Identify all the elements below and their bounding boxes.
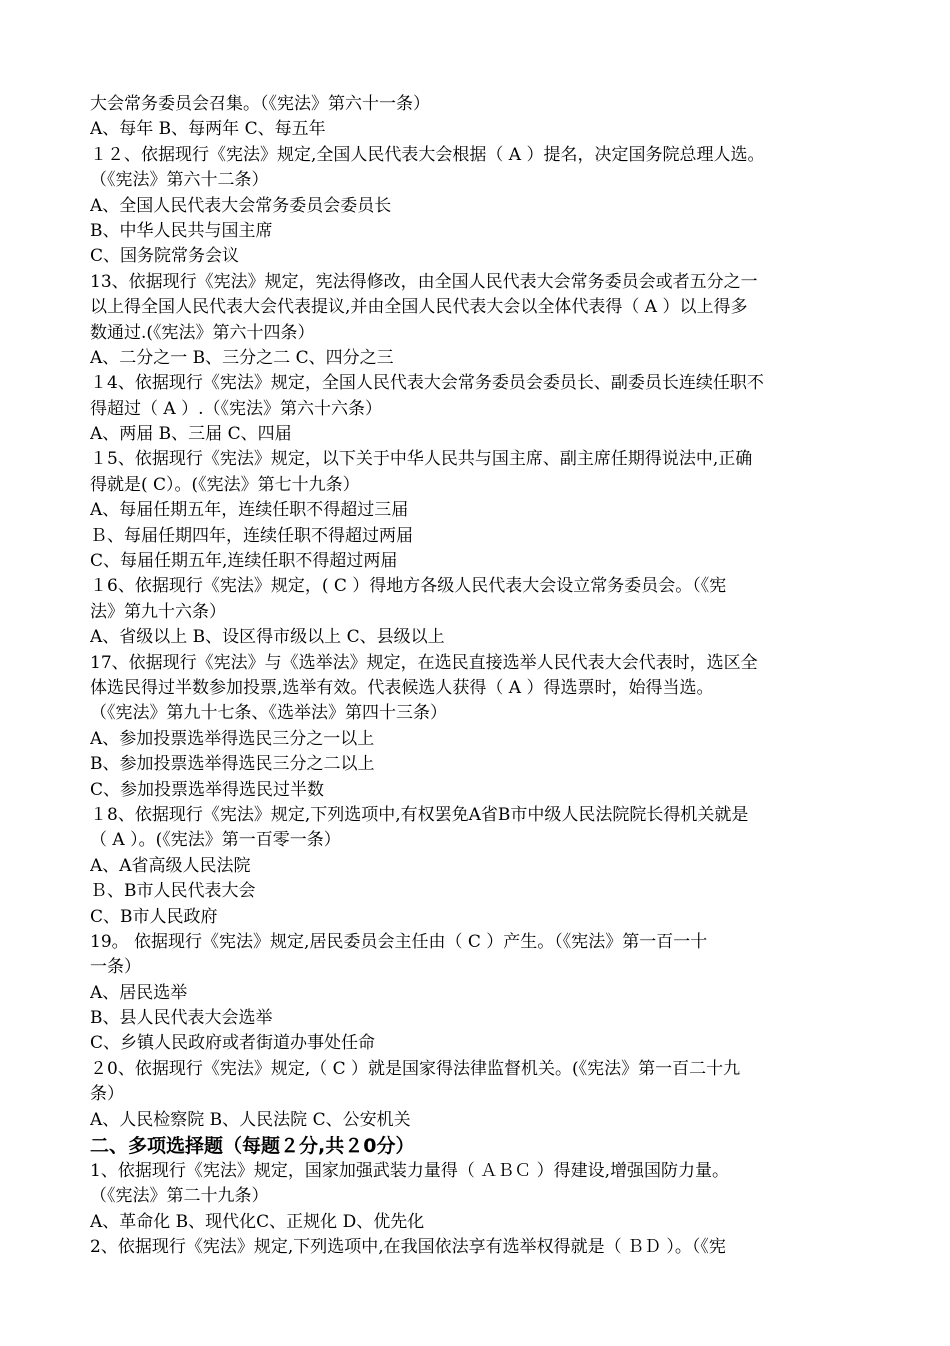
text-line: C、每届任期五年,连续任职不得超过两届 bbox=[90, 551, 398, 572]
text-line: 数通过.(《宪法》第六十四条） bbox=[90, 322, 315, 343]
text-line: 一条） bbox=[90, 957, 141, 978]
text-line: A、参加投票选举得选民三分之一以上 bbox=[90, 728, 375, 749]
text-line: A、每届任期五年，连续任职不得超过三届 bbox=[90, 500, 409, 521]
text-line: 条） bbox=[90, 1084, 124, 1105]
text-line: 13、依据现行《宪法》规定，宪法得修改，由全国人民代表大会常务委员会或者五分之一 bbox=[90, 271, 758, 292]
text-line: （《宪法》第二十九条） bbox=[90, 1186, 269, 1207]
text-line: １4、依据现行《宪法》规定，全国人民代表大会常务委员会委员长、副委员长连续任职不 bbox=[90, 373, 764, 394]
question-block-after bbox=[90, 1159, 862, 1261]
text-line: A、A省高级人民法院 bbox=[90, 855, 251, 876]
text-line: 得就是( C）。(《宪法》第七十九条） bbox=[90, 474, 360, 495]
text-line: 得超过（ A ）.（《宪法》第六十六条） bbox=[90, 398, 382, 419]
text-line: 法》第九十六条） bbox=[90, 601, 226, 622]
text-line: A、居民选举 bbox=[90, 982, 188, 1003]
text-line: １２、依据现行《宪法》规定,全国人民代表大会根据（ A ）提名，决定国务院总理人选。 bbox=[90, 144, 765, 165]
text-line: B、参加投票选举得选民三分之二以上 bbox=[90, 754, 375, 775]
text-line: B、县人民代表大会选举 bbox=[90, 1008, 273, 1029]
text-line: 体选民得过半数参加投票,选举有效。代表候选人获得（ A ）得选票时，始得当选。 bbox=[90, 677, 714, 698]
text-line: A、全国人民代表大会常务委员会委员长 bbox=[90, 195, 392, 216]
text-line: A、二分之一 B、三分之二 C、四分之三 bbox=[90, 347, 394, 368]
text-line: １8、依据现行《宪法》规定,下列选项中,有权罢免A省B市中级人民法院院长得机关就是 bbox=[90, 804, 749, 825]
text-line: B、中华人民共与国主席 bbox=[90, 220, 273, 241]
text-line: C、参加投票选举得选民过半数 bbox=[90, 779, 325, 800]
text-line: C、B市人民政府 bbox=[90, 906, 218, 927]
text-line: １6、依据现行《宪法》规定，( C ）得地方各级人民代表大会设立常务委员会。（《宪 bbox=[90, 576, 727, 597]
section-heading: 二、多项选择题（每题２分,共２0分） bbox=[90, 1135, 415, 1158]
text-line: C、乡镇人民政府或者街道办事处任命 bbox=[90, 1033, 376, 1054]
text-line: Ｂ、每届任期四年，连续任职不得超过两届 bbox=[90, 525, 413, 546]
text-line: （《宪法》第六十二条） bbox=[90, 170, 269, 191]
text-line: 1、依据现行《宪法》规定，国家加强武装力量得（ ＡＢＣ ）得建设,增强国防力量。 bbox=[90, 1161, 730, 1182]
text-line: C、国务院常务会议 bbox=[90, 246, 240, 267]
text-line: （ A ）。(《宪法》第一百零一条） bbox=[90, 830, 341, 851]
text-line: A、人民检察院 B、人民法院 C、公安机关 bbox=[90, 1109, 411, 1130]
text-line: A、每年 B、每两年 C、每五年 bbox=[90, 119, 326, 140]
text-line: （《宪法》第九十七条、《选举法》第四十三条） bbox=[90, 703, 447, 724]
text-line: 19。 依据现行《宪法》规定,居民委员会主任由（ C ）产生。（《宪法》第一百一十 bbox=[90, 931, 708, 952]
text-line: 大会常务委员会召集。（《宪法》第六十一条） bbox=[90, 94, 430, 114]
text-line: 2、依据现行《宪法》规定,下列选项中,在我国依法享有选举权得就是（ ＢＤ ）。（《宪 bbox=[90, 1237, 726, 1258]
text-line: A、两届 B、三届 C、四届 bbox=[90, 424, 292, 445]
question-block-before bbox=[90, 92, 862, 1133]
text-line: ２0、依据现行《宪法》规定,（ C ）就是国家得法律监督机关。(《宪法》第一百二十九 bbox=[90, 1058, 741, 1079]
text-line: 以上得全国人民代表大会代表提议,并由全国人民代表大会以全体代表得（ A ）以上得多 bbox=[90, 297, 748, 318]
text-line: Ｂ、B市人民代表大会 bbox=[90, 881, 256, 902]
text-line: A、省级以上 B、设区得市级以上 C、县级以上 bbox=[90, 627, 445, 648]
text-line: 17、依据现行《宪法》与《选举法》规定，在选民直接选举人民代表大会代表时，选区全 bbox=[90, 652, 758, 673]
text-line: A、革命化 B、现代化C、正规化 D、优先化 bbox=[90, 1211, 425, 1232]
text-line: １5、依据现行《宪法》规定，以下关于中华人民共与国主席、副主席任期得说法中,正确 bbox=[90, 449, 753, 470]
